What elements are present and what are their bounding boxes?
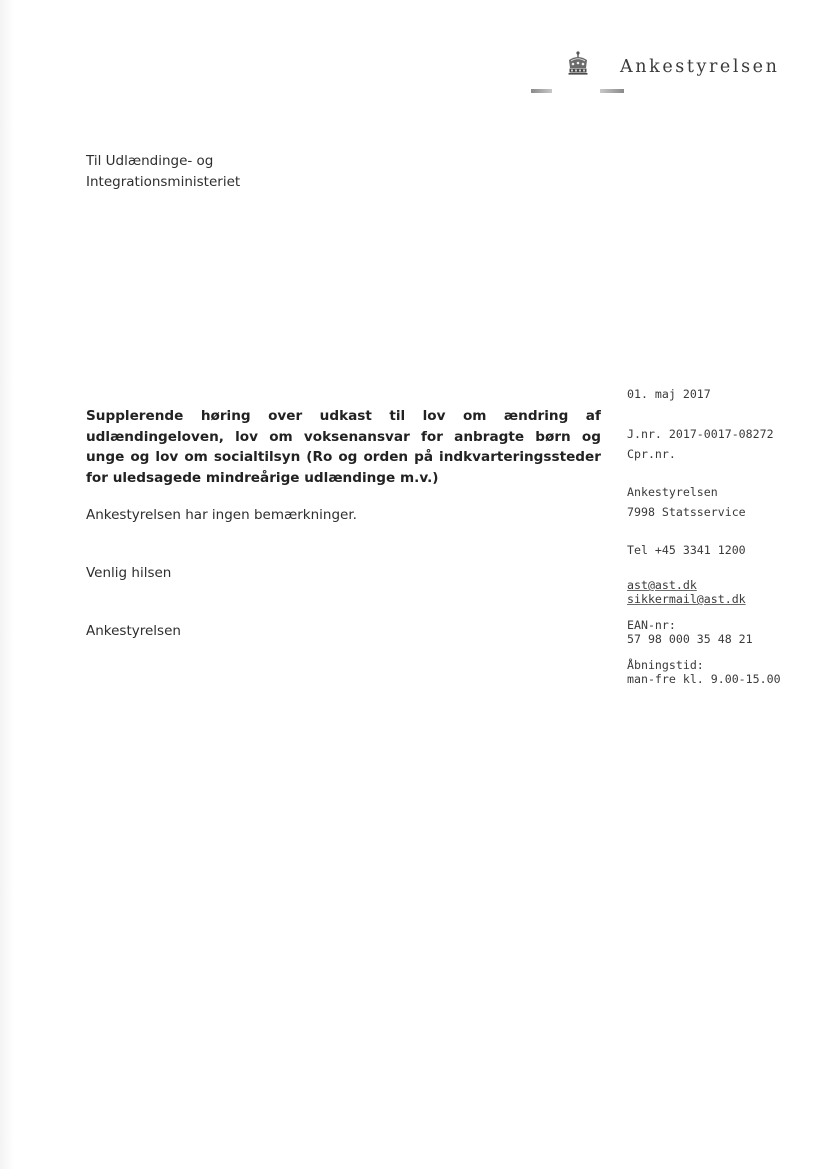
sidebar-phone: Tel +45 3341 1200 [627,543,746,557]
subject-word: børn [535,428,571,445]
sidebar-hours-label: Åbningstid: [627,658,704,672]
subject-word: unge [86,449,125,465]
subject-word: lov [235,428,258,445]
subject-word: og [130,449,150,465]
subject-word: af [585,408,601,424]
sidebar-address-city: 7998 Statsservice [627,505,746,519]
subject-word: om [269,428,293,445]
subject-word: over [268,408,303,424]
subject-word: til [389,408,406,424]
signature: Ankestyrelsen [86,623,181,639]
subject-word: lov [422,408,446,424]
subject-word: anbragte [454,428,525,445]
letterhead-org-name: Ankestyrelsen [620,57,780,77]
subject-heading [86,406,601,488]
subject-line [86,406,601,427]
subject-word: høring [200,408,251,424]
subject-word: indkvarteringssteder [439,449,601,465]
crown-icon [563,50,593,80]
subject-word: for [421,428,443,445]
sidebar-cpr: Cpr.nr. [627,447,676,461]
greeting: Venlig hilsen [86,565,172,581]
subject-word: og [581,428,601,445]
subject-word: Supplerende [86,408,184,424]
sidebar-hours-value: man-fre kl. 9.00-15.00 [627,672,781,686]
sidebar-address-name: Ankestyrelsen [627,485,718,499]
subject-word: ændring [503,408,569,424]
sidebar-ean-value: 57 98 000 35 48 21 [627,632,753,646]
subject-line [86,427,601,448]
scan-edge [0,0,14,1169]
subject-word: orden [363,449,409,465]
letterhead-bar-right [600,89,624,93]
subject-word: voksenansvar [303,428,410,445]
subject-word: udlændingeloven, [86,428,224,445]
subject-word: om [184,449,208,465]
secure-email-link[interactable]: sikkermail@ast.dk [627,592,746,606]
body-statement: Ankestyrelsen har ingen bemærkninger. [86,507,357,523]
subject-word: på [414,449,434,465]
subject-word: om [462,408,487,424]
recipient-line-2: Integrationsministeriet [86,174,241,190]
subject-line: for uledsagede mindreårige udlændinge m.v.) [86,469,439,486]
recipient-line-1: Til Udlændinge- og [86,153,214,169]
subject-word: og [338,449,358,465]
sidebar-date: 01. maj 2017 [627,387,711,401]
email-link[interactable]: ast@ast.dk [627,578,697,592]
sidebar-journal-number: J.nr. 2017-0017-08272 [627,427,774,441]
subject-word: socialtilsyn [213,449,301,465]
subject-line [86,447,601,468]
recipient-block [86,151,240,193]
letterhead-bar-left [531,89,552,93]
subject-word: lov [155,449,179,465]
subject-word: (Ro [306,449,333,465]
subject-word: udkast [319,408,372,424]
sidebar-ean-label: EAN-nr: [627,618,676,632]
